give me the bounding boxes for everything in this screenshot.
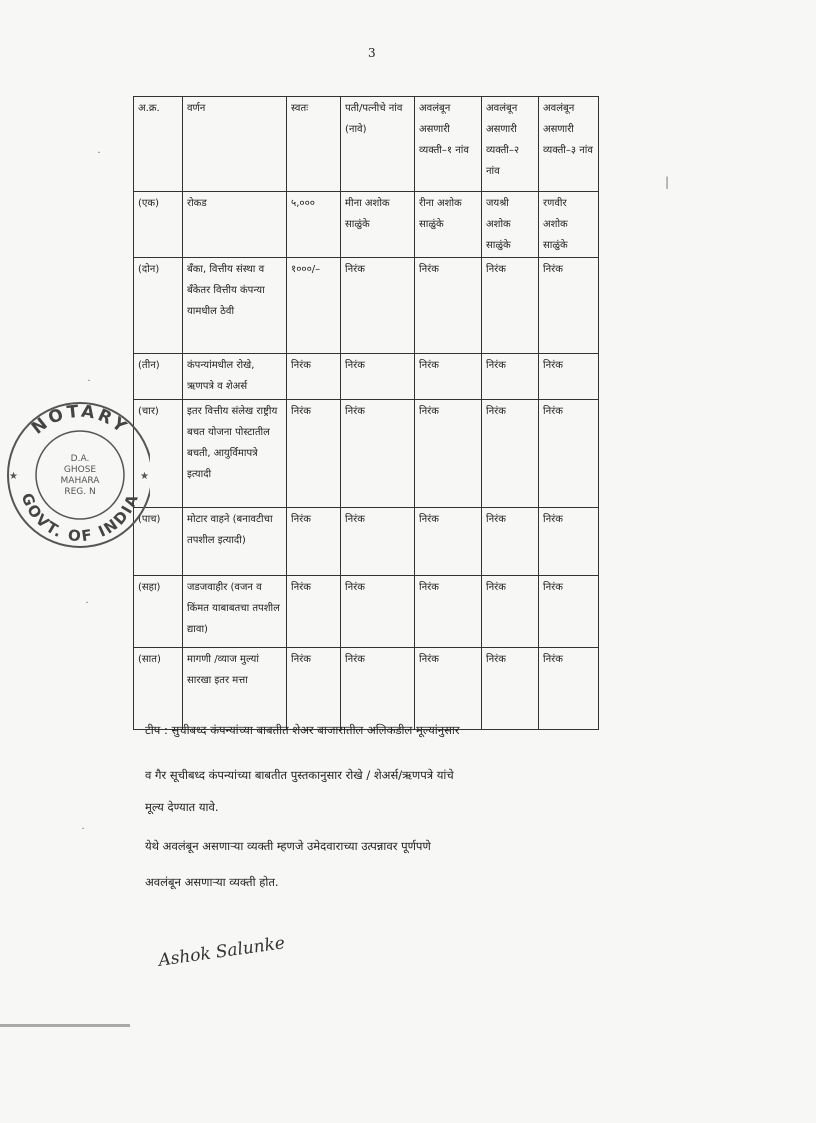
header-serial: अ.क्र.	[134, 97, 183, 192]
seal-inner-text: REG. N	[64, 487, 96, 497]
seal-inner-text: GHOSE	[63, 465, 97, 475]
table-cell: (एक)	[134, 192, 183, 258]
scan-mark: ˙	[84, 600, 90, 614]
table-cell: निरंक	[539, 258, 599, 354]
table-cell: निरंक	[539, 400, 599, 508]
star-icon: ★	[140, 471, 149, 482]
seal-bottom-text: GOVT. OF INDIA	[17, 490, 143, 546]
svg-text:NOTARY	[28, 402, 132, 439]
table-cell: निरंक	[341, 258, 415, 354]
table-cell: कंपन्यांमधील रोखे, ऋणपत्रे व शेअर्स	[183, 354, 287, 400]
table-cell: निरंक	[482, 354, 539, 400]
table-cell: १०००/–	[287, 258, 341, 354]
table-cell: निरंक	[415, 508, 482, 576]
table-cell: मोटार वाहने (बनावटीचा तपशील इत्यादी)	[183, 508, 287, 576]
header-dependent-2: अवलंबून असणारी व्यक्ती–२ नांव	[482, 97, 539, 192]
table-cell: निरंक	[482, 576, 539, 648]
seal-top-text: NOTARY	[28, 401, 133, 439]
note-line: टीप : सुचीबध्द कंपन्यांच्या बाबतीत शेअर बाजारातील अलिकडील मूल्यांनुसार	[145, 723, 460, 737]
table-cell: निरंक	[287, 354, 341, 400]
table-cell: मागणी /व्याज मुल्यां सारखा इतर मत्ता	[183, 648, 287, 730]
table-cell: निरंक	[341, 354, 415, 400]
notary-seal	[0, 395, 150, 555]
svg-text:GOVT. OF INDIA	[18, 491, 143, 546]
table-cell: निरंक	[415, 400, 482, 508]
signature: Ashok Salunke	[157, 933, 287, 971]
table-cell: (पाच)	[134, 508, 183, 576]
table-cell: रोकड	[183, 192, 287, 258]
table-cell: (तीन)	[134, 354, 183, 400]
table-cell: निरंक	[539, 508, 599, 576]
table-cell: निरंक	[287, 576, 341, 648]
seal-inner-text: MAHARA	[60, 476, 100, 486]
note-line: अवलंबून असणाऱ्या व्यक्ती होत.	[145, 875, 279, 889]
table-cell: (सात)	[134, 648, 183, 730]
table-cell: इतर वित्तीय संलेख राष्ट्रीय बचत योजना पोस्टातील बचती, आयुर्विमापत्रे इत्यादी	[183, 400, 287, 508]
table-cell: (दोन)	[134, 258, 183, 354]
scan-mark: ˙	[86, 378, 92, 392]
table-cell: निरंक	[482, 508, 539, 576]
note-line: मूल्य देण्यात यावे.	[145, 800, 219, 814]
table-cell: निरंक	[287, 508, 341, 576]
table-cell: निरंक	[415, 258, 482, 354]
header-self: स्वतः	[287, 97, 341, 192]
table-cell: निरंक	[482, 648, 539, 730]
star-icon: ★	[9, 471, 18, 482]
table-row	[134, 258, 599, 354]
table-cell: निरंक	[341, 576, 415, 648]
header-spouse: पती/पत्नीचे नांव (नावे)	[341, 97, 415, 192]
note-line: येथे अवलंबून असणाऱ्या व्यक्ती म्हणजे उमेदवाराच्या उत्पन्नावर पूर्णपणे	[145, 839, 431, 853]
table-cell: रीना अशोक साळुंके	[415, 192, 482, 258]
table-cell: जडजवाहीर (वजन व किंमत याबाबतचा तपशील द्यावा)	[183, 576, 287, 648]
table-row	[134, 354, 599, 400]
scan-mark: |	[665, 175, 670, 189]
table-cell: ५,०००	[287, 192, 341, 258]
header-dependent-1: अवलंबून असणारी व्यक्ती–१ नांव	[415, 97, 482, 192]
table-row	[134, 508, 599, 576]
scan-mark: ˙	[80, 826, 86, 840]
page-number: 3	[368, 46, 376, 60]
seal-inner-text: D.A.	[70, 454, 90, 464]
table-cell: बँका, वित्तीय संस्था व बँकेतर वित्तीय कंपन्या यामधील ठेवी	[183, 258, 287, 354]
table-cell: निरंक	[341, 400, 415, 508]
table-cell: निरंक	[539, 576, 599, 648]
table-cell: (चार)	[134, 400, 183, 508]
table-header-row	[134, 97, 599, 192]
table-cell: जयश्री अशोक साळुंके	[482, 192, 539, 258]
table-cell: निरंक	[539, 648, 599, 730]
table-cell: रणवीर अशोक साळुंके	[539, 192, 599, 258]
table-row	[134, 400, 599, 508]
assets-table	[133, 96, 599, 730]
table-cell: निरंक	[341, 648, 415, 730]
table-cell: मीना अशोक साळुंके	[341, 192, 415, 258]
table-row	[134, 576, 599, 648]
scan-mark: ˙	[96, 150, 102, 164]
table-cell: निरंक	[539, 354, 599, 400]
table-cell: निरंक	[415, 354, 482, 400]
table-cell: निरंक	[415, 576, 482, 648]
table-cell: (सहा)	[134, 576, 183, 648]
header-dependent-3: अवलंबून असणारी व्यक्ती–३ नांव	[539, 97, 599, 192]
table-cell: निरंक	[287, 400, 341, 508]
table-cell: निरंक	[287, 648, 341, 730]
table-row	[134, 648, 599, 730]
header-description: वर्णन	[183, 97, 287, 192]
table-row	[134, 192, 599, 258]
table-cell: निरंक	[482, 400, 539, 508]
table-cell: निरंक	[415, 648, 482, 730]
scan-edge	[0, 1024, 130, 1027]
table-cell: निरंक	[482, 258, 539, 354]
note-line: व गैर सूचीबध्द कंपन्यांच्या बाबतीत पुस्तकानुसार रोखे / शेअर्स/ऋणपत्रे यांचे	[145, 768, 454, 782]
table-cell: निरंक	[341, 508, 415, 576]
